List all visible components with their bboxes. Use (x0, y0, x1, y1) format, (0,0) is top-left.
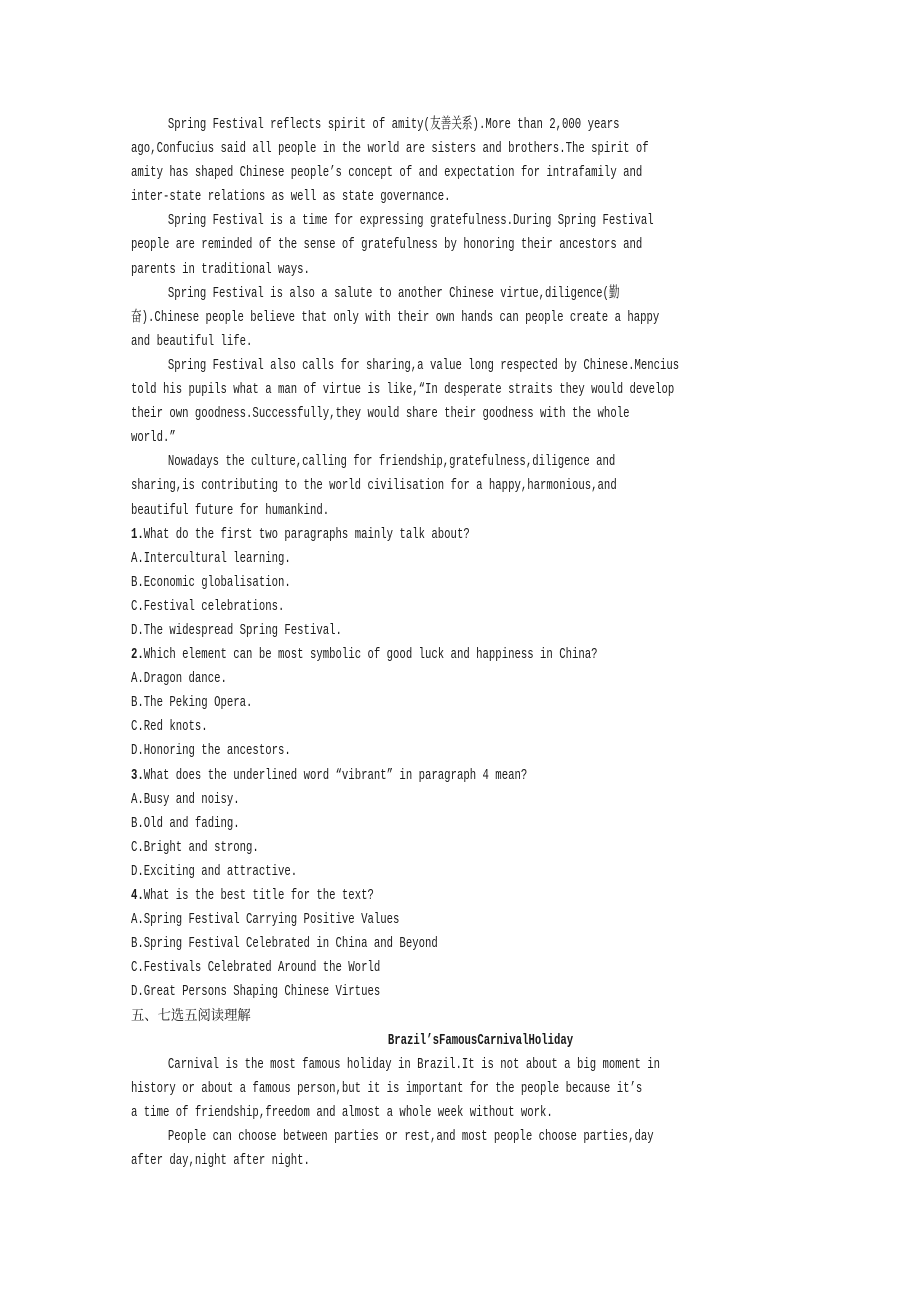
paragraph-carnival-parties (131, 1125, 831, 1173)
answer-option-a[interactable]: A.Spring Festival Carrying Positive Values (131, 911, 400, 929)
paragraph-amity (131, 113, 831, 209)
paragraph-line: People can choose between parties or rest,and most people choose parties,day (167, 1127, 654, 1145)
answer-option-d[interactable]: D.Great Persons Shaping Chinese Virtues (131, 983, 381, 1001)
paragraph-line: told his pupils what a man of virtue is like,“In desperate straits they would develop (131, 381, 675, 399)
question-list (131, 523, 831, 1005)
passage-title-line (131, 1029, 831, 1053)
answer-option-c[interactable]: C.Red knots. (131, 718, 208, 736)
passage-title: Brazil’sFamousCarnivalHoliday (388, 1031, 574, 1049)
question-text: What does the underlined word “vibrant” in paragraph 4 mean? (143, 766, 528, 784)
question-text: What do the first two paragraphs mainly talk about? (143, 525, 470, 543)
answer-option-a[interactable]: A.Intercultural learning. (131, 549, 291, 567)
section-heading: 五、七选五阅读理解 (131, 1008, 251, 1025)
paragraph-line: Spring Festival reflects spirit of amity(友善关系).More than 2,000 years (167, 116, 620, 133)
paragraph-line: people are reminded of the sense of gratefulness by honoring their ancestors and (131, 236, 643, 254)
answer-option-c[interactable]: C.Festival celebrations. (131, 597, 285, 615)
answer-option-b[interactable]: B.Spring Festival Celebrated in China and Beyond (131, 935, 438, 953)
paragraph-line: a time of friendship,freedom and almost a whole week without work. (131, 1103, 553, 1121)
question-3 (131, 764, 831, 884)
paragraph-gratefulness (131, 209, 831, 281)
answer-option-c[interactable]: C.Festivals Celebrated Around the World (131, 959, 381, 977)
paragraph-diligence (131, 282, 831, 354)
question-stem (131, 643, 628, 667)
answer-option-d[interactable]: D.Exciting and attractive. (131, 862, 298, 880)
paragraph-line: world.” (131, 429, 176, 447)
paragraph-line: 奋).Chinese people believe that only with their own hands can people create a happy (131, 308, 660, 326)
question-stem (131, 764, 628, 788)
paragraph-line: Spring Festival also calls for sharing,a value long respected by Chinese.Mencius (167, 356, 680, 374)
paragraph-conclusion (131, 450, 831, 522)
answer-option-b[interactable]: B.The Peking Opera. (131, 694, 253, 712)
paragraph-line: Spring Festival is also a salute to another Chinese virtue,diligence(勤 (167, 284, 620, 302)
paragraph-line: history or about a famous person,but it is important for the people because it’s (131, 1079, 643, 1097)
question-1 (131, 523, 831, 643)
paragraph-line: sharing,is contributing to the world civilisation for a happy,harmonious,and (131, 477, 617, 495)
passage-spring-festival (131, 113, 831, 523)
paragraph-line: Spring Festival is a time for expressing gratefulness.During Spring Festival (167, 212, 654, 230)
paragraph-line: their own goodness.Successfully,they would share their goodness with the whole (131, 405, 630, 423)
question-text: What is the best title for the text? (143, 887, 374, 904)
paragraph-line: parents in traditional ways. (131, 260, 310, 278)
question-number: 4. (131, 887, 144, 904)
paragraph-line: and beautiful life. (131, 332, 253, 350)
paragraph-line: after day,night after night. (131, 1152, 310, 1170)
question-number: 1. (131, 525, 144, 543)
answer-option-c[interactable]: C.Bright and strong. (131, 838, 259, 856)
paragraph-line: inter-state relations as well as state governance. (131, 188, 451, 206)
paragraph-line: Carnival is the most famous holiday in Brazil.It is not about a big moment in (167, 1055, 661, 1073)
question-stem (131, 523, 628, 547)
answer-option-a[interactable]: A.Busy and noisy. (131, 790, 240, 808)
answer-option-d[interactable]: D.Honoring the ancestors. (131, 742, 291, 760)
document-page (131, 113, 831, 1173)
question-2 (131, 643, 831, 763)
question-stem (131, 884, 628, 908)
answer-option-b[interactable]: B.Economic globalisation. (131, 573, 291, 591)
paragraph-line: amity has shaped Chinese people’s concept of and expectation for intrafamily and (131, 164, 643, 182)
answer-option-a[interactable]: A.Dragon dance. (131, 670, 227, 688)
paragraph-sharing (131, 354, 831, 450)
section-five (131, 1004, 831, 1173)
answer-option-d[interactable]: D.The widespread Spring Festival. (131, 621, 342, 639)
question-4 (131, 884, 831, 1004)
paragraph-line: Nowadays the culture,calling for friendship,gratefulness,diligence and (167, 453, 616, 471)
answer-option-b[interactable]: B.Old and fading. (131, 814, 240, 832)
paragraph-carnival-intro (131, 1053, 831, 1125)
question-number: 3. (131, 766, 144, 784)
paragraph-line: beautiful future for humankind. (131, 501, 330, 519)
paragraph-line: ago,Confucius said all people in the world are sisters and brothers.The spirit of (131, 140, 649, 158)
question-text: Which element can be most symbolic of good luck and happiness in China? (143, 646, 598, 664)
question-number: 2. (131, 646, 144, 664)
